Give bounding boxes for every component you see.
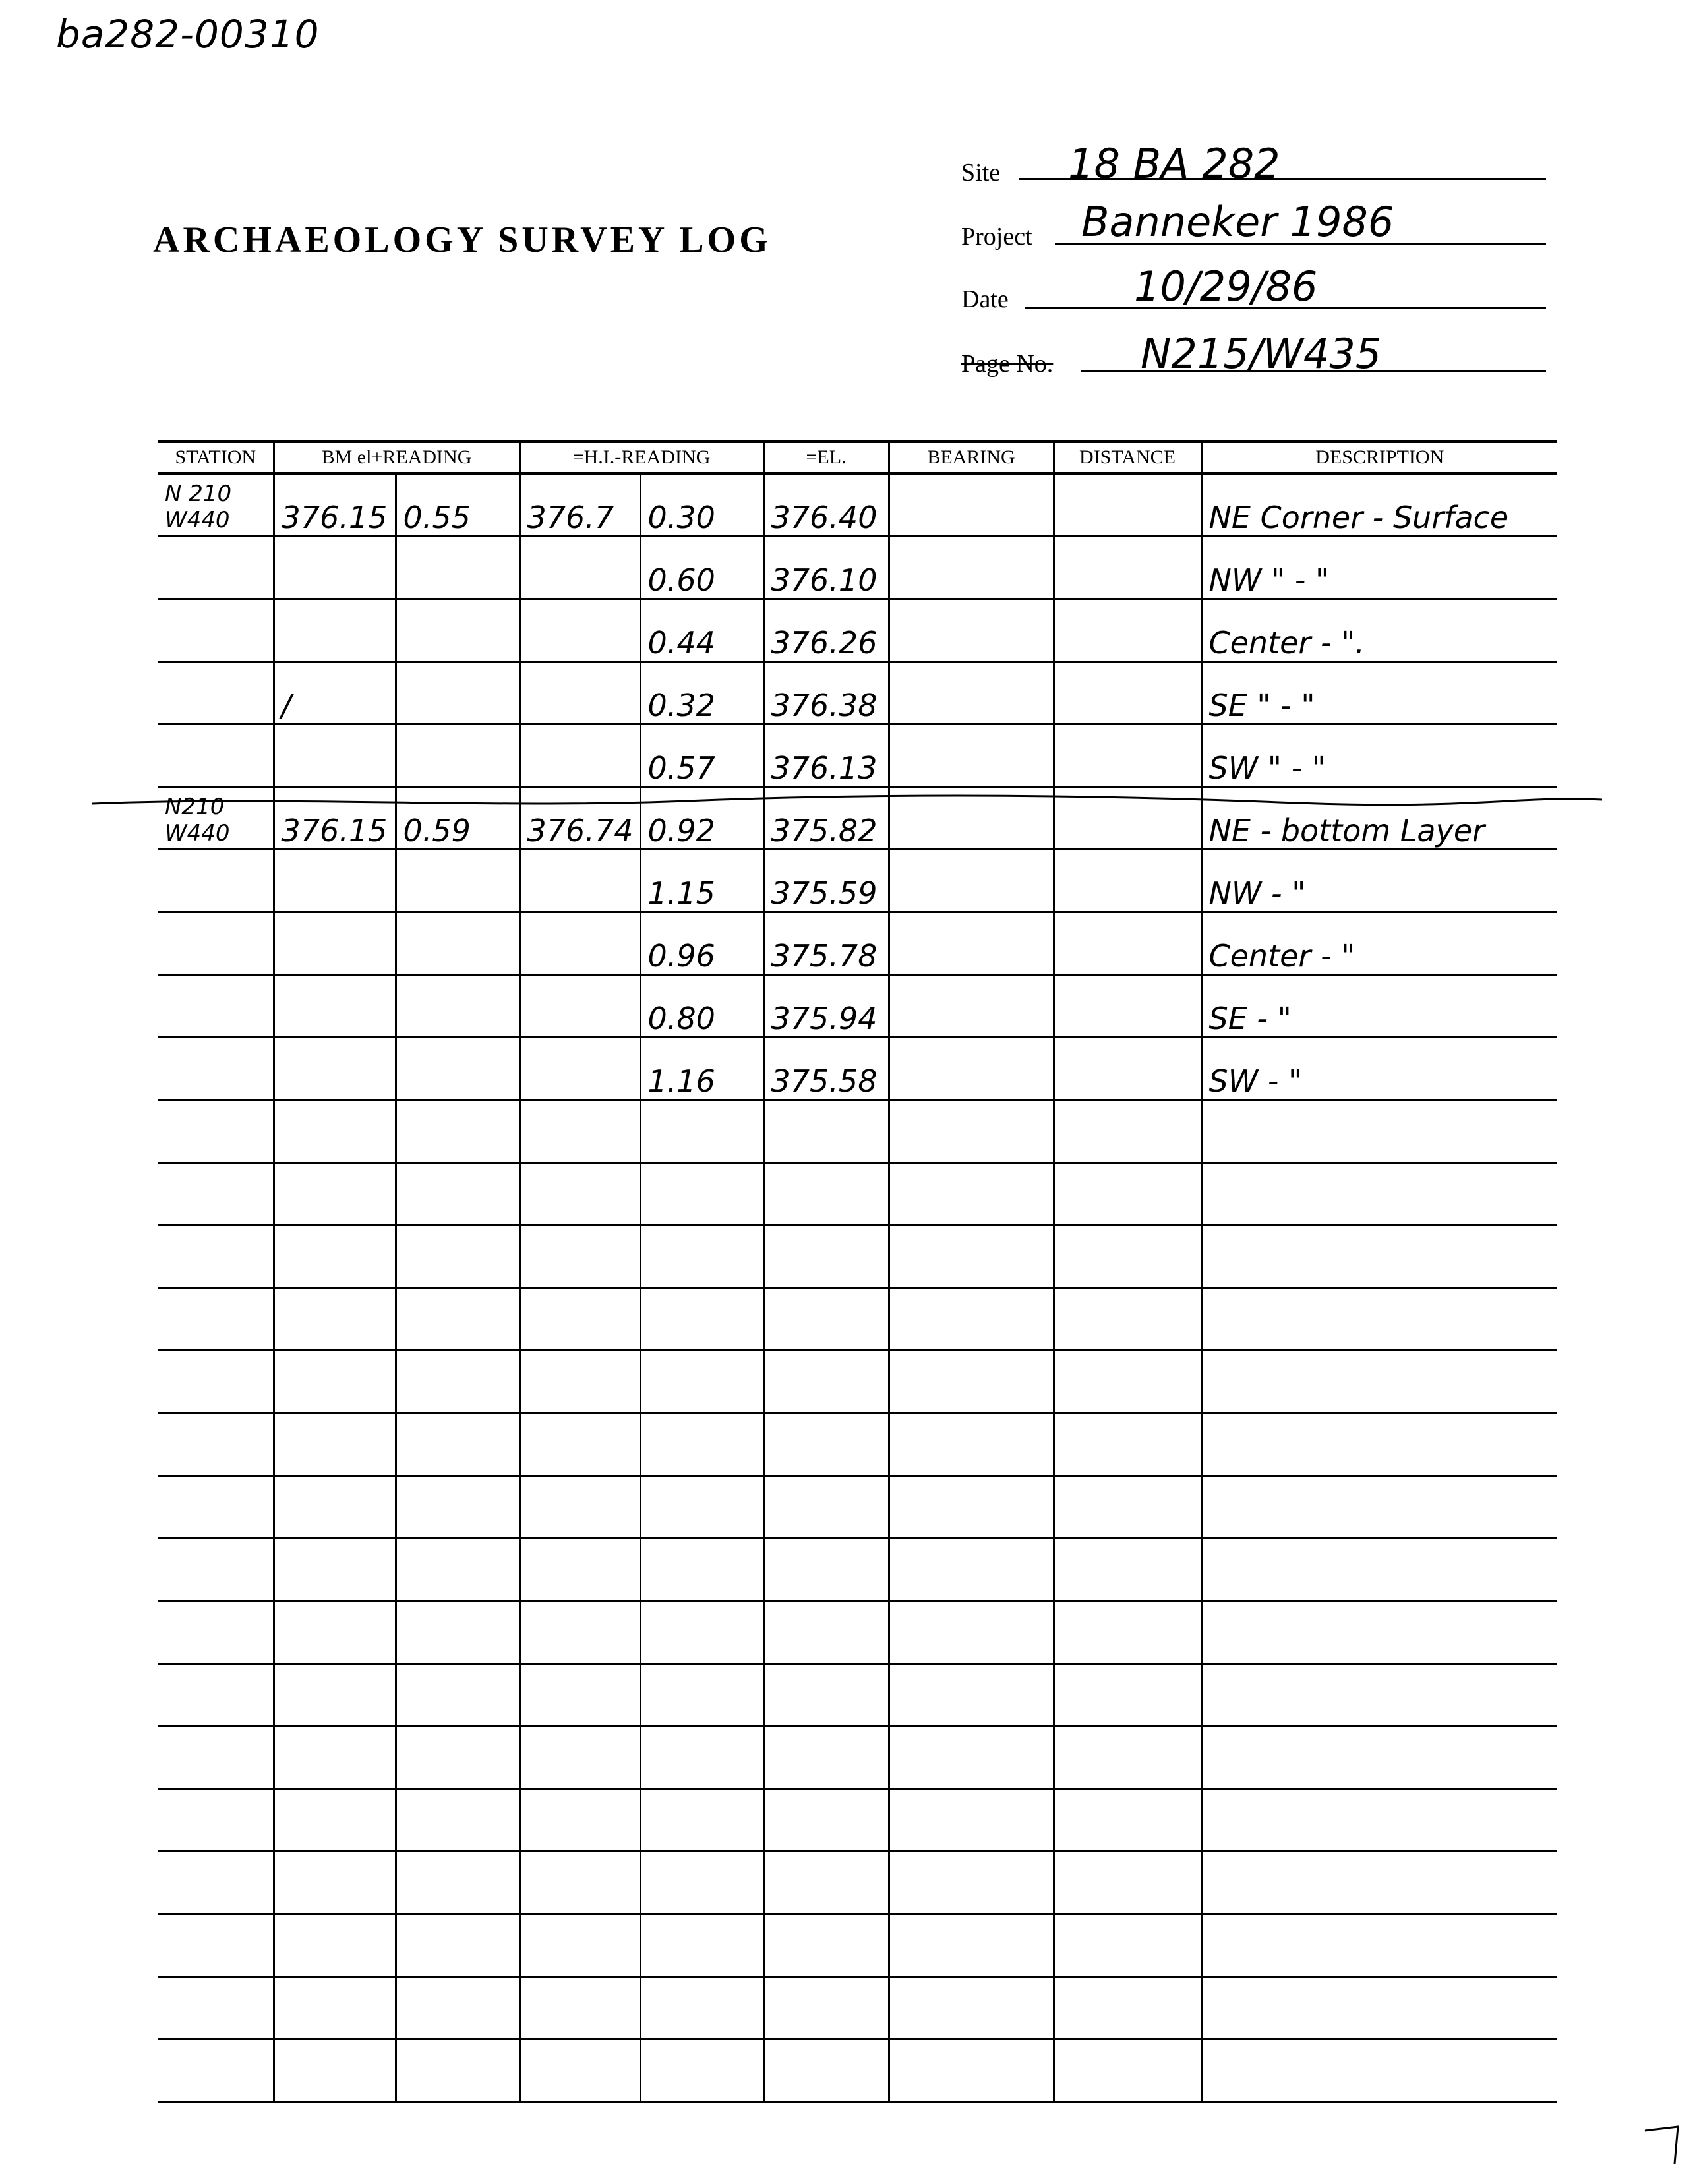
cell-bm-el xyxy=(274,599,396,662)
cell-distance xyxy=(1054,1038,1201,1100)
cell-bearing xyxy=(889,1038,1054,1100)
project-value: Banneker 1986 xyxy=(1081,198,1394,246)
cell-distance xyxy=(1054,1539,1201,1601)
table-row xyxy=(158,1727,1557,1789)
cell-bm-el xyxy=(274,1163,396,1225)
station-west xyxy=(165,1032,273,1036)
cell-bm-el xyxy=(274,724,396,787)
cell-bm-reading xyxy=(396,1225,520,1288)
table-row xyxy=(158,1852,1557,1914)
table-row xyxy=(158,1977,1557,2040)
cell-bearing xyxy=(889,599,1054,662)
cell-bm-el xyxy=(274,850,396,912)
cell-station xyxy=(158,1727,274,1789)
cell-hi xyxy=(520,1413,640,1476)
cell-station xyxy=(158,1163,274,1225)
cell-bearing xyxy=(889,537,1054,599)
cell-description: NW - " xyxy=(1201,850,1557,912)
cell-distance xyxy=(1054,662,1201,724)
cell-bm-reading: 0.55 xyxy=(396,473,520,537)
cell-distance xyxy=(1054,537,1201,599)
cell-el: 376.38 xyxy=(763,662,889,724)
cell-bm-el xyxy=(274,1288,396,1351)
cell-el xyxy=(763,1413,889,1476)
cell-bm-el xyxy=(274,537,396,599)
cell-station xyxy=(158,537,274,599)
cell-hi xyxy=(520,1163,640,1225)
cell-bearing xyxy=(889,1789,1054,1852)
cell-bm-reading xyxy=(396,1476,520,1539)
page-no-value: N215/W435 xyxy=(1141,330,1382,378)
cell-hi xyxy=(520,1288,640,1351)
cell-bm-el: 376.15 xyxy=(274,787,396,850)
document-id: ba282-00310 xyxy=(56,12,320,57)
cell-el xyxy=(763,1225,889,1288)
cell-hi-reading xyxy=(640,1225,763,1288)
section-divider-line xyxy=(92,789,1602,815)
cell-description xyxy=(1201,1977,1557,2040)
survey-table xyxy=(158,440,1557,2103)
cell-description xyxy=(1201,1413,1557,1476)
cell-station xyxy=(158,1351,274,1413)
cell-bm-reading xyxy=(396,724,520,787)
cell-hi: 376.7 xyxy=(520,473,640,537)
cell-distance xyxy=(1054,1351,1201,1413)
cell-station xyxy=(158,1476,274,1539)
col-description: DESCRIPTION xyxy=(1201,442,1557,473)
cell-hi-reading: 0.92 xyxy=(640,787,763,850)
cell-station xyxy=(158,1852,274,1914)
cell-station xyxy=(158,1789,274,1852)
cell-bm-el xyxy=(274,1664,396,1727)
cell-hi-reading: 0.80 xyxy=(640,975,763,1038)
cell-hi xyxy=(520,850,640,912)
cell-bearing xyxy=(889,1914,1054,1977)
cell-bm-reading xyxy=(396,662,520,724)
cell-bm-reading xyxy=(396,1100,520,1163)
cell-description: SE - " xyxy=(1201,975,1557,1038)
cell-hi xyxy=(520,1664,640,1727)
cell-hi xyxy=(520,1539,640,1601)
page-no-label: Page No. xyxy=(961,350,1054,378)
cell-station xyxy=(158,1601,274,1664)
table-row xyxy=(158,850,1557,912)
col-bm-reading: BM el+READING xyxy=(274,442,520,473)
cell-hi-reading: 1.15 xyxy=(640,850,763,912)
cell-description: Center - " xyxy=(1201,912,1557,975)
cell-distance xyxy=(1054,1601,1201,1664)
cell-hi xyxy=(520,1038,640,1100)
cell-station xyxy=(158,1225,274,1288)
cell-hi-reading: 0.44 xyxy=(640,599,763,662)
col-distance: DISTANCE xyxy=(1054,442,1201,473)
cell-hi xyxy=(520,1100,640,1163)
cell-hi xyxy=(520,662,640,724)
cell-station xyxy=(158,724,274,787)
cell-bearing xyxy=(889,1351,1054,1413)
cell-distance xyxy=(1054,1413,1201,1476)
cell-hi-reading xyxy=(640,1288,763,1351)
cell-bearing xyxy=(889,1727,1054,1789)
cell-hi-reading xyxy=(640,1413,763,1476)
station-west xyxy=(165,782,273,786)
cell-bearing xyxy=(889,1163,1054,1225)
cell-bm-reading xyxy=(396,599,520,662)
cell-hi xyxy=(520,912,640,975)
cell-bm-reading xyxy=(396,1163,520,1225)
cell-hi xyxy=(520,1789,640,1852)
table-header-row xyxy=(158,442,1557,473)
cell-description: NE - bottom Layer xyxy=(1201,787,1557,850)
cell-station xyxy=(158,1038,274,1100)
cell-bm-el xyxy=(274,1601,396,1664)
cell-station xyxy=(158,1977,274,2040)
cell-bm-reading xyxy=(396,537,520,599)
cell-hi-reading xyxy=(640,1727,763,1789)
form-title: ARCHAEOLOGY SURVEY LOG xyxy=(153,220,771,260)
cell-hi xyxy=(520,537,640,599)
cell-bearing xyxy=(889,1852,1054,1914)
cell-el: 376.26 xyxy=(763,599,889,662)
cell-hi xyxy=(520,1727,640,1789)
cell-distance xyxy=(1054,1914,1201,1977)
cell-bm-reading xyxy=(396,1038,520,1100)
table-row xyxy=(158,1038,1557,1100)
cell-description xyxy=(1201,1601,1557,1664)
cell-bearing xyxy=(889,1100,1054,1163)
cell-bearing xyxy=(889,473,1054,537)
cell-hi xyxy=(520,2040,640,2102)
cell-hi xyxy=(520,1351,640,1413)
cell-hi-reading: 1.16 xyxy=(640,1038,763,1100)
cell-hi-reading xyxy=(640,1852,763,1914)
cell-hi-reading xyxy=(640,1789,763,1852)
station-west xyxy=(165,970,273,974)
col-bearing: BEARING xyxy=(889,442,1054,473)
cell-bm-el xyxy=(274,1413,396,1476)
cell-bearing xyxy=(889,1288,1054,1351)
cell-bm-reading xyxy=(396,1601,520,1664)
cell-station xyxy=(158,1914,274,1977)
cell-description xyxy=(1201,1288,1557,1351)
cell-bearing xyxy=(889,1225,1054,1288)
cell-bm-el xyxy=(274,1727,396,1789)
cell-bm-el xyxy=(274,1225,396,1288)
project-label: Project xyxy=(961,223,1032,251)
cell-distance xyxy=(1054,473,1201,537)
cell-bm-reading xyxy=(396,1727,520,1789)
table-row xyxy=(158,1664,1557,1727)
cell-el: 376.13 xyxy=(763,724,889,787)
page-corner-fold xyxy=(1642,2124,1681,2170)
cell-description xyxy=(1201,1539,1557,1601)
table-body xyxy=(158,473,1557,2102)
table-row xyxy=(158,473,1557,537)
cell-el xyxy=(763,1664,889,1727)
table-row xyxy=(158,1476,1557,1539)
cell-hi xyxy=(520,1852,640,1914)
station-west xyxy=(165,594,273,598)
station-west: W440 xyxy=(165,820,230,846)
cell-distance xyxy=(1054,1664,1201,1727)
cell-hi-reading xyxy=(640,1914,763,1977)
cell-distance xyxy=(1054,912,1201,975)
cell-hi-reading xyxy=(640,1539,763,1601)
cell-description xyxy=(1201,1727,1557,1789)
cell-bm-el xyxy=(274,1914,396,1977)
cell-description xyxy=(1201,1914,1557,1977)
cell-el: 375.94 xyxy=(763,975,889,1038)
table-row xyxy=(158,1163,1557,1225)
cell-bm-reading xyxy=(396,1664,520,1727)
cell-el xyxy=(763,1163,889,1225)
cell-bearing xyxy=(889,2040,1054,2102)
cell-hi xyxy=(520,599,640,662)
cell-bm-reading xyxy=(396,1539,520,1601)
cell-hi xyxy=(520,975,640,1038)
table-row xyxy=(158,537,1557,599)
cell-bm-el: / xyxy=(274,662,396,724)
cell-bm-el xyxy=(274,1977,396,2040)
cell-station xyxy=(158,2040,274,2102)
cell-description: Center - ". xyxy=(1201,599,1557,662)
cell-el: 375.58 xyxy=(763,1038,889,1100)
date-label: Date xyxy=(961,285,1009,313)
cell-bm-el xyxy=(274,1852,396,1914)
cell-bearing xyxy=(889,1539,1054,1601)
cell-bm-reading xyxy=(396,1789,520,1852)
cell-el xyxy=(763,1914,889,1977)
cell-station xyxy=(158,1100,274,1163)
cell-description xyxy=(1201,1852,1557,1914)
table-row xyxy=(158,1914,1557,1977)
cell-el xyxy=(763,1539,889,1601)
cell-hi xyxy=(520,724,640,787)
cell-distance xyxy=(1054,1100,1201,1163)
cell-distance xyxy=(1054,599,1201,662)
cell-bm-el xyxy=(274,1100,396,1163)
station-north: N210 xyxy=(165,794,225,820)
cell-bm-reading xyxy=(396,1977,520,2040)
cell-hi-reading: 0.96 xyxy=(640,912,763,975)
col-hi-reading: =H.I.-READING xyxy=(520,442,763,473)
cell-bearing xyxy=(889,1413,1054,1476)
cell-station xyxy=(158,912,274,975)
cell-el xyxy=(763,1288,889,1351)
cell-distance xyxy=(1054,1163,1201,1225)
station-west xyxy=(165,1095,273,1099)
cell-distance xyxy=(1054,1727,1201,1789)
cell-description: SE " - " xyxy=(1201,662,1557,724)
cell-bm-el xyxy=(274,2040,396,2102)
cell-description xyxy=(1201,1789,1557,1852)
col-el: =EL. xyxy=(763,442,889,473)
cell-bm-reading: 0.59 xyxy=(396,787,520,850)
cell-bm-el xyxy=(274,975,396,1038)
cell-hi-reading xyxy=(640,1163,763,1225)
cell-station xyxy=(158,975,274,1038)
cell-bearing xyxy=(889,1601,1054,1664)
table-row xyxy=(158,2040,1557,2102)
cell-bm-el xyxy=(274,912,396,975)
cell-bearing xyxy=(889,1977,1054,2040)
cell-bearing xyxy=(889,662,1054,724)
cell-bm-el xyxy=(274,1351,396,1413)
cell-el: 375.82 xyxy=(763,787,889,850)
cell-bm-reading xyxy=(396,2040,520,2102)
station-west xyxy=(165,657,273,661)
table-row xyxy=(158,1539,1557,1601)
cell-hi-reading xyxy=(640,1351,763,1413)
cell-distance xyxy=(1054,1789,1201,1852)
table-row xyxy=(158,599,1557,662)
cell-distance xyxy=(1054,850,1201,912)
cell-hi-reading xyxy=(640,1664,763,1727)
cell-station xyxy=(158,1664,274,1727)
cell-description xyxy=(1201,1351,1557,1413)
cell-distance xyxy=(1054,1476,1201,1539)
cell-bm-reading xyxy=(396,1288,520,1351)
cell-bm-el: 376.15 xyxy=(274,473,396,537)
site-label: Site xyxy=(961,159,1001,187)
table-row xyxy=(158,724,1557,787)
table-row xyxy=(158,1789,1557,1852)
cell-distance xyxy=(1054,1288,1201,1351)
station-west: W440 xyxy=(165,507,230,533)
cell-distance xyxy=(1054,724,1201,787)
cell-hi-reading xyxy=(640,1601,763,1664)
cell-hi xyxy=(520,1225,640,1288)
cell-el xyxy=(763,1727,889,1789)
table-row xyxy=(158,1351,1557,1413)
cell-distance xyxy=(1054,1977,1201,2040)
cell-station xyxy=(158,662,274,724)
station-west xyxy=(165,907,273,911)
cell-description xyxy=(1201,1100,1557,1163)
cell-bearing xyxy=(889,850,1054,912)
cell-hi-reading: 0.60 xyxy=(640,537,763,599)
cell-description: NE Corner - Surface xyxy=(1201,473,1557,537)
cell-distance xyxy=(1054,1225,1201,1288)
cell-distance xyxy=(1054,2040,1201,2102)
cell-hi-reading xyxy=(640,1977,763,2040)
cell-bm-reading xyxy=(396,850,520,912)
table-row xyxy=(158,912,1557,975)
cell-bearing xyxy=(889,912,1054,975)
table-row xyxy=(158,1413,1557,1476)
cell-station xyxy=(158,1539,274,1601)
cell-bm-reading xyxy=(396,1351,520,1413)
cell-el xyxy=(763,2040,889,2102)
cell-hi-reading xyxy=(640,1100,763,1163)
cell-el: 375.78 xyxy=(763,912,889,975)
col-station: STATION xyxy=(158,442,274,473)
cell-el xyxy=(763,1476,889,1539)
station-west xyxy=(165,719,273,723)
cell-description xyxy=(1201,1163,1557,1225)
table-row xyxy=(158,975,1557,1038)
cell-bm-el xyxy=(274,1476,396,1539)
cell-description: NW " - " xyxy=(1201,537,1557,599)
cell-bm-reading xyxy=(396,1852,520,1914)
cell-bm-el xyxy=(274,1789,396,1852)
cell-description: SW " - " xyxy=(1201,724,1557,787)
cell-hi-reading xyxy=(640,2040,763,2102)
cell-bm-reading xyxy=(396,1413,520,1476)
table-row xyxy=(158,1100,1557,1163)
station-north: N 210 xyxy=(165,481,232,507)
cell-bearing xyxy=(889,724,1054,787)
cell-hi-reading: 0.32 xyxy=(640,662,763,724)
cell-el xyxy=(763,1601,889,1664)
cell-el xyxy=(763,1351,889,1413)
cell-bm-el xyxy=(274,1539,396,1601)
cell-station xyxy=(158,1288,274,1351)
cell-hi-reading xyxy=(640,1476,763,1539)
cell-hi xyxy=(520,1914,640,1977)
cell-hi: 376.74 xyxy=(520,787,640,850)
date-value: 10/29/86 xyxy=(1134,262,1318,310)
cell-bm-reading xyxy=(396,912,520,975)
cell-el: 376.10 xyxy=(763,537,889,599)
cell-description: SW - " xyxy=(1201,1038,1557,1100)
cell-description xyxy=(1201,2040,1557,2102)
cell-bm-reading xyxy=(396,1914,520,1977)
cell-station xyxy=(158,850,274,912)
cell-el xyxy=(763,1852,889,1914)
cell-hi xyxy=(520,1476,640,1539)
cell-hi-reading: 0.57 xyxy=(640,724,763,787)
cell-hi xyxy=(520,1977,640,2040)
cell-distance xyxy=(1054,1852,1201,1914)
cell-description xyxy=(1201,1476,1557,1539)
table-row xyxy=(158,1601,1557,1664)
cell-bearing xyxy=(889,975,1054,1038)
cell-description xyxy=(1201,1225,1557,1288)
cell-bm-el xyxy=(274,1038,396,1100)
cell-distance xyxy=(1054,975,1201,1038)
cell-el: 375.59 xyxy=(763,850,889,912)
table-row xyxy=(158,1288,1557,1351)
table-row xyxy=(158,662,1557,724)
table-row xyxy=(158,1225,1557,1288)
cell-station xyxy=(158,473,274,537)
site-value: 18 BA 282 xyxy=(1068,140,1280,188)
cell-bearing xyxy=(889,1664,1054,1727)
cell-hi-reading: 0.30 xyxy=(640,473,763,537)
cell-station xyxy=(158,1413,274,1476)
cell-bm-reading xyxy=(396,975,520,1038)
cell-station xyxy=(158,599,274,662)
cell-el xyxy=(763,1100,889,1163)
cell-el xyxy=(763,1789,889,1852)
cell-description xyxy=(1201,1664,1557,1727)
cell-el: 376.40 xyxy=(763,473,889,537)
cell-hi xyxy=(520,1601,640,1664)
cell-bearing xyxy=(889,1476,1054,1539)
cell-el xyxy=(763,1977,889,2040)
